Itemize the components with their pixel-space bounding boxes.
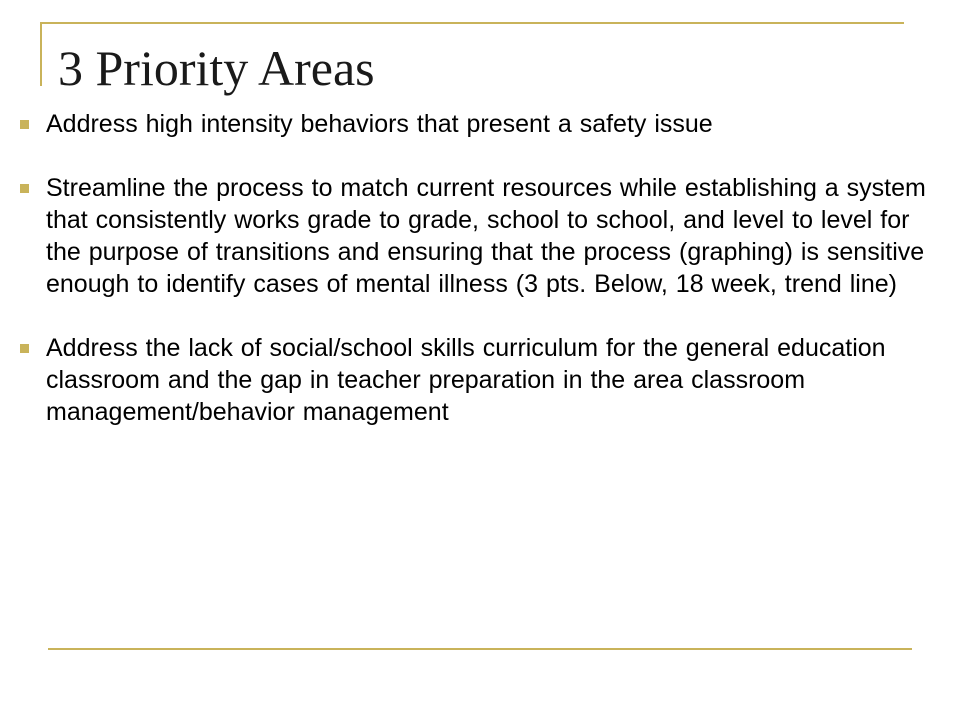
- bottom-accent-rule: [48, 648, 912, 650]
- left-accent-rule: [40, 22, 42, 86]
- bullet-text: Address high intensity behaviors that present a safety issue: [46, 110, 713, 138]
- bullet-item-safety: [20, 108, 940, 140]
- bullet-text: Streamline the process to match current resources while establishing a system that consistently works grade to grade, school to school, and level to level for the purpose of transitions and ensuring that the process (graphing) is sensitive enough to identify cases of mental illness (3 pts. Below, 18 week, trend line): [46, 174, 926, 298]
- top-accent-rule: [40, 22, 904, 24]
- bullet-list: [20, 108, 940, 428]
- square-bullet-icon: [20, 344, 29, 353]
- bullet-item-curriculum: [20, 332, 940, 428]
- bullet-text: Address the lack of social/school skills curriculum for the general education classroom and the gap in teacher preparation in the area classroom management/behavior management: [46, 334, 886, 426]
- bullet-item-streamline: [20, 172, 940, 300]
- square-bullet-icon: [20, 184, 29, 193]
- slide-title: 3 Priority Areas: [58, 40, 375, 96]
- square-bullet-icon: [20, 120, 29, 129]
